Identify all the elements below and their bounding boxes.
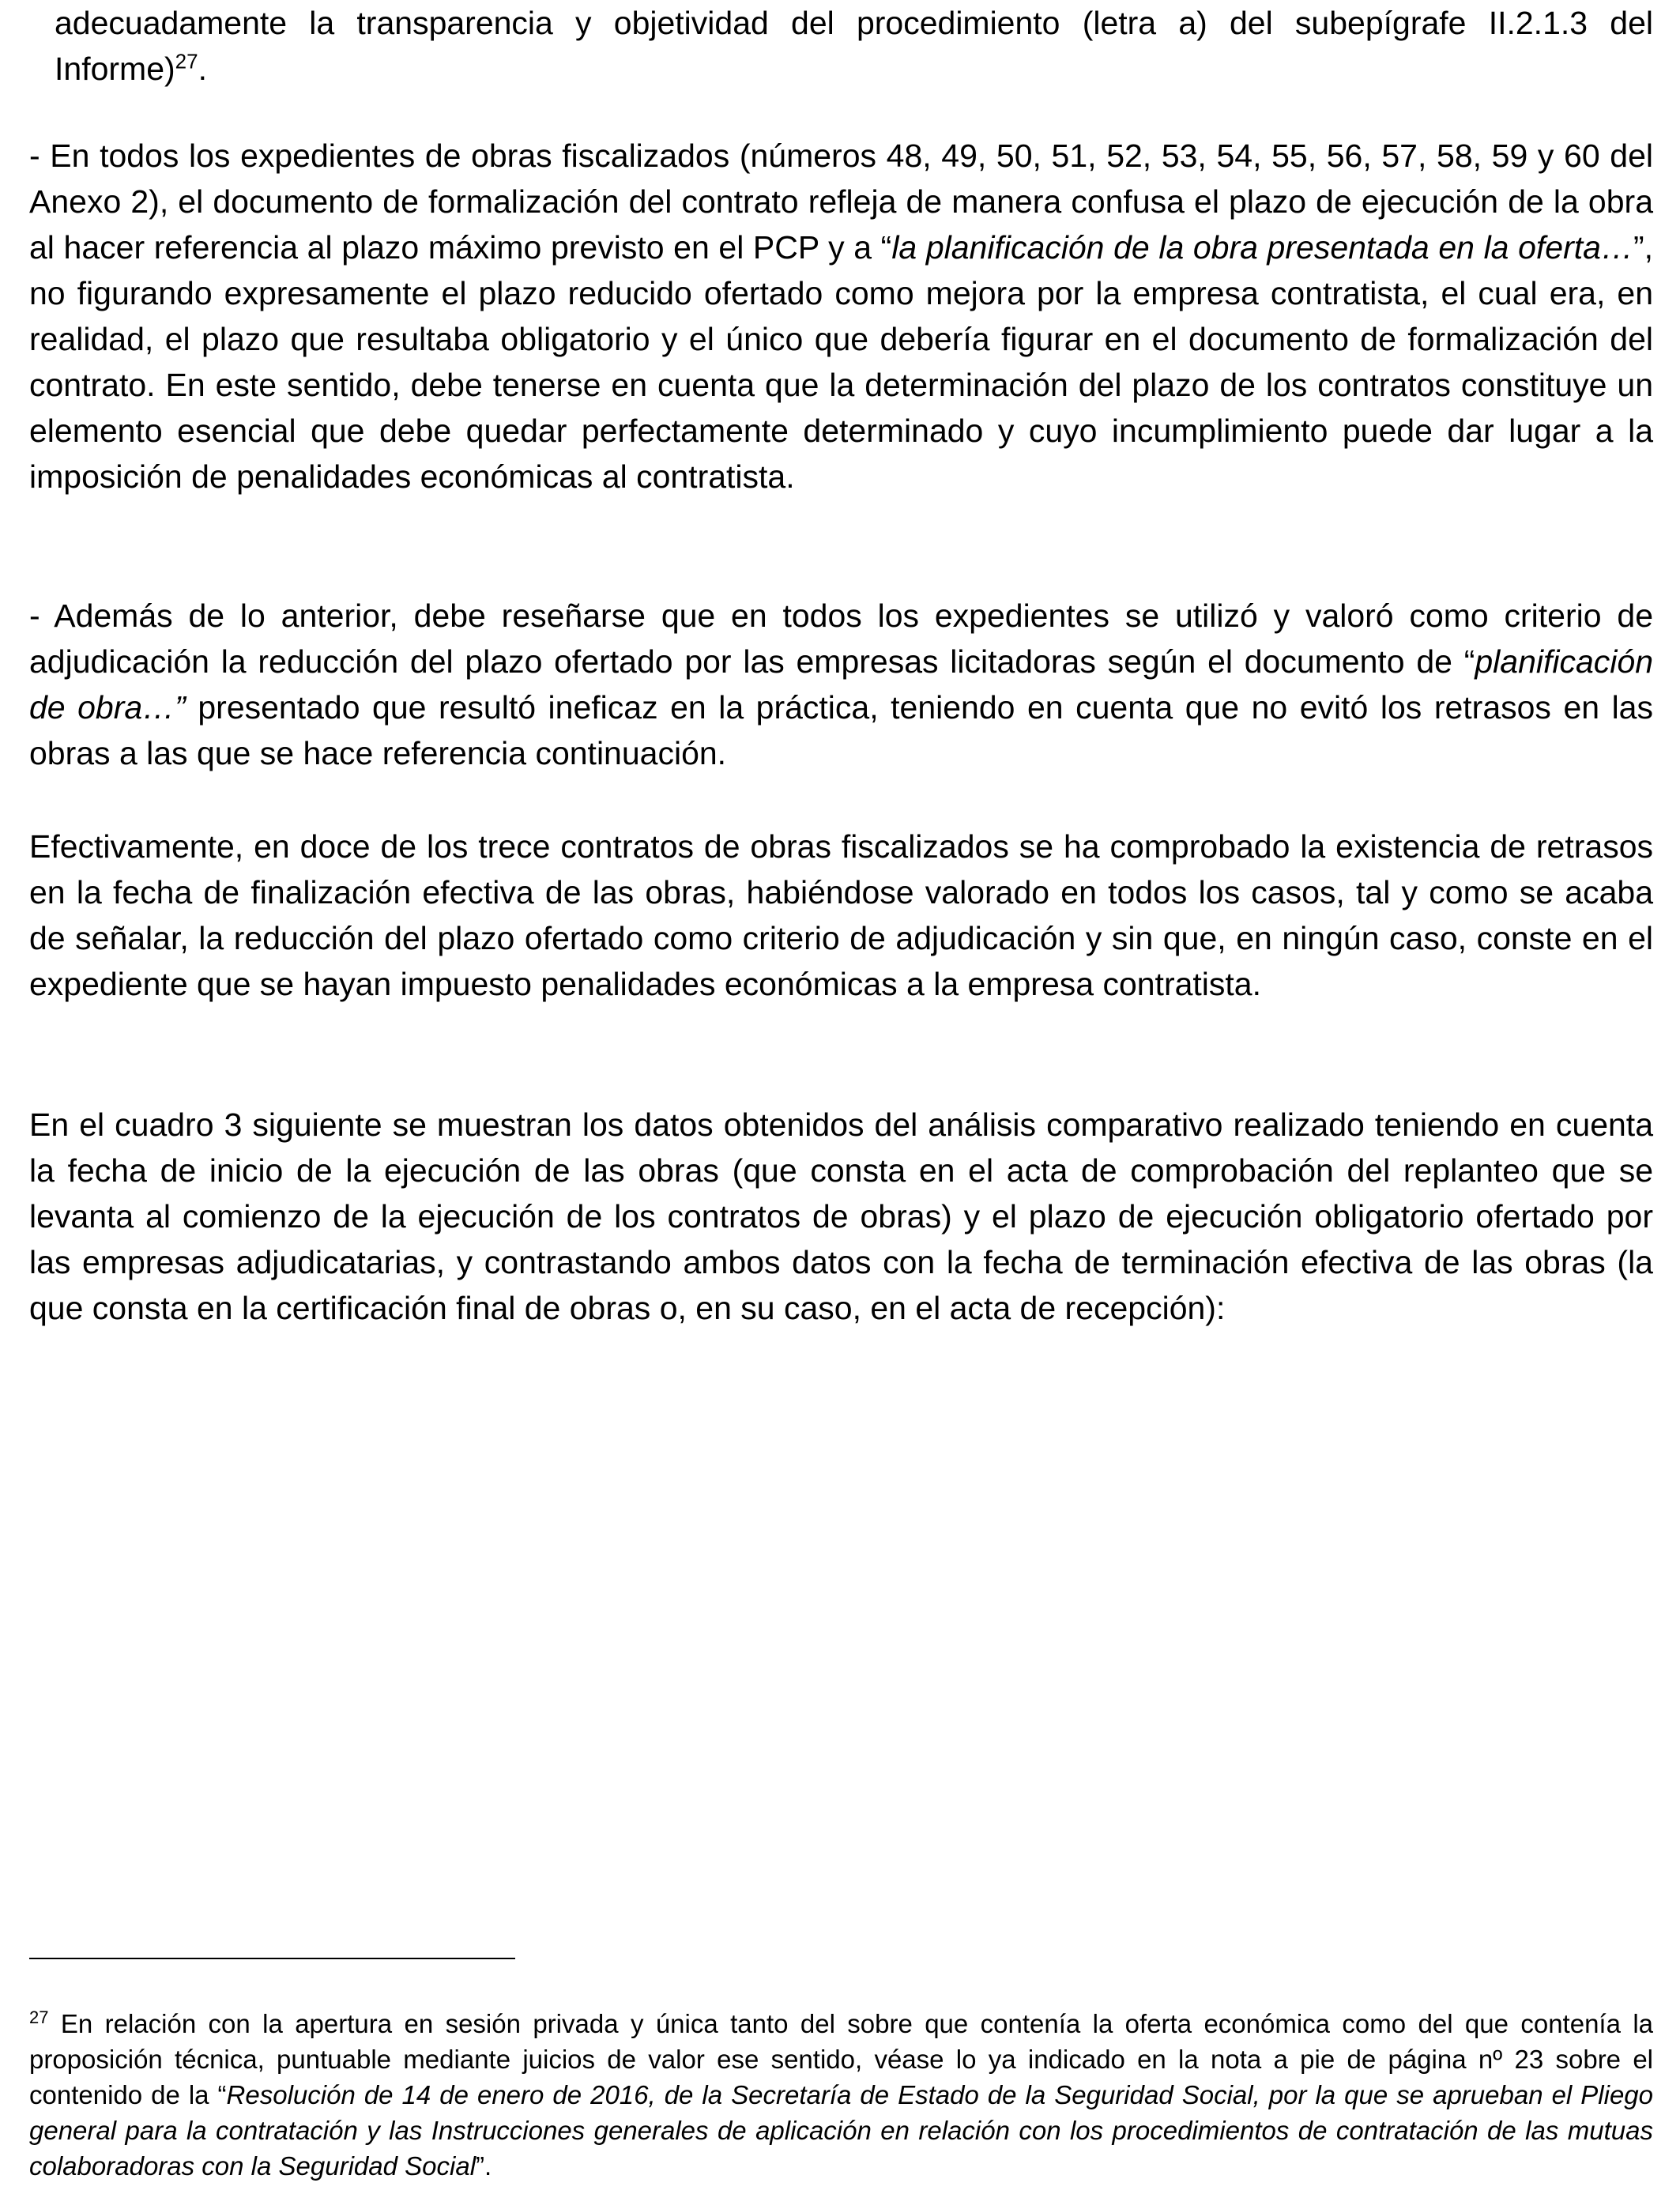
footnote-resolution-title: Resolución de 14 de enero de 2016, de la Secretaría de Estado de la Seguridad Social, por la que se aprueban el Pliego general para la contratación y las Instrucciones generales de aplicación en relación con los procedimientos de contratación de las mutuas colaboradoras con la Seguridad Social [29, 2080, 1653, 2181]
footnote-number: 27 [29, 2007, 49, 2027]
paragraph-2-after-quote: ”, no figurando expresamente el plazo reducido ofertado como mejora por la empresa contratista, el cual era, en realidad, el plazo que resultaba obligatorio y el único que debería figurar en el documento de formalización del contrato. En este sentido, debe tenerse en cuenta que la determinación del plazo de los contratos constituye un elemento esencial que debe quedar perfectamente determinado y cuyo incumplimiento puede dar lugar a la imposición de penalidades económicas al contratista. [29, 229, 1653, 495]
paragraph-award-criterion [29, 593, 1653, 776]
paragraph-3-after-quote: presentado que resultó ineficaz en la práctica, teniendo en cuenta que no evitó los retrasos en las obras a las que se hace referencia continuación. [29, 689, 1653, 771]
footnote-reference-27[interactable]: 27 [175, 49, 198, 74]
paragraph-3-quote: planificación de obra…” [29, 643, 1653, 726]
paragraph-execution-period [29, 133, 1653, 499]
footnote-separator [29, 1958, 515, 1959]
paragraph-2-before-quote: - En todos los expedientes de obras fiscalizados (números 48, 49, 50, 51, 52, 53, 54, 55, 56, 57, 58, 59 y 60 del Anexo 2), el documento de formalización del contrato refleja de manera confusa el plazo de ejecución de la obra al hacer referencia al plazo máximo previsto en el PCP y a “ [29, 138, 1653, 266]
footnote-before-title: En relación con la apertura en sesión privada y única tanto del sobre que contenía la oferta económica como del que contenía la proposición técnica, puntuable mediante juicios de valor ese sentido, véase lo ya indicado en la nota a pie de página nº 23 sobre el contenido de la “ [29, 2009, 1653, 2109]
paragraph-1-end: . [198, 51, 207, 87]
footnote-27 [29, 2006, 1653, 2184]
footnote-after-title: ”. [476, 2151, 492, 2181]
paragraph-delays: Efectivamente, en doce de los trece contratos de obras fiscalizados se ha comprobado la existencia de retrasos en la fecha de finalización efectiva de las obras, habiéndose valorado en todos los casos, tal y como se acaba de señalar, la reducción del plazo ofertado como criterio de adjudicación y sin que, en ningún caso, conste en el expediente que se hayan impuesto penalidades económicas a la empresa contratista. [29, 828, 1653, 1002]
paragraph-1-text: adecuadamente la transparencia y objetividad del procedimiento (letra a) del subepígrafe II.2.1.3 del Informe) [55, 5, 1653, 87]
paragraph-3-before-quote: - Además de lo anterior, debe reseñarse que en todos los expedientes se utilizó y valoró como criterio de adjudicación la reducción del plazo ofertado por las empresas licitadoras según el documento de “ [29, 598, 1653, 680]
paragraph-2-quote: la planificación de la obra presentada en la oferta… [891, 229, 1633, 266]
paragraph-cuadro-3-intro: En el cuadro 3 siguiente se muestran los datos obtenidos del análisis comparativo realizado teniendo en cuenta la fecha de inicio de la ejecución de las obras (que consta en el acta de comprobación del replanteo que se levanta al comienzo de la ejecución de los contratos de obras) y el plazo de ejecución obligatorio ofertado por las empresas adjudicatarias, y contrastando ambos datos con la fecha de terminación efectiva de las obras (la que consta en la certificación final de obras o, en su caso, en el acta de recepción): [29, 1106, 1653, 1326]
paragraph-continuation [29, 0, 1653, 92]
